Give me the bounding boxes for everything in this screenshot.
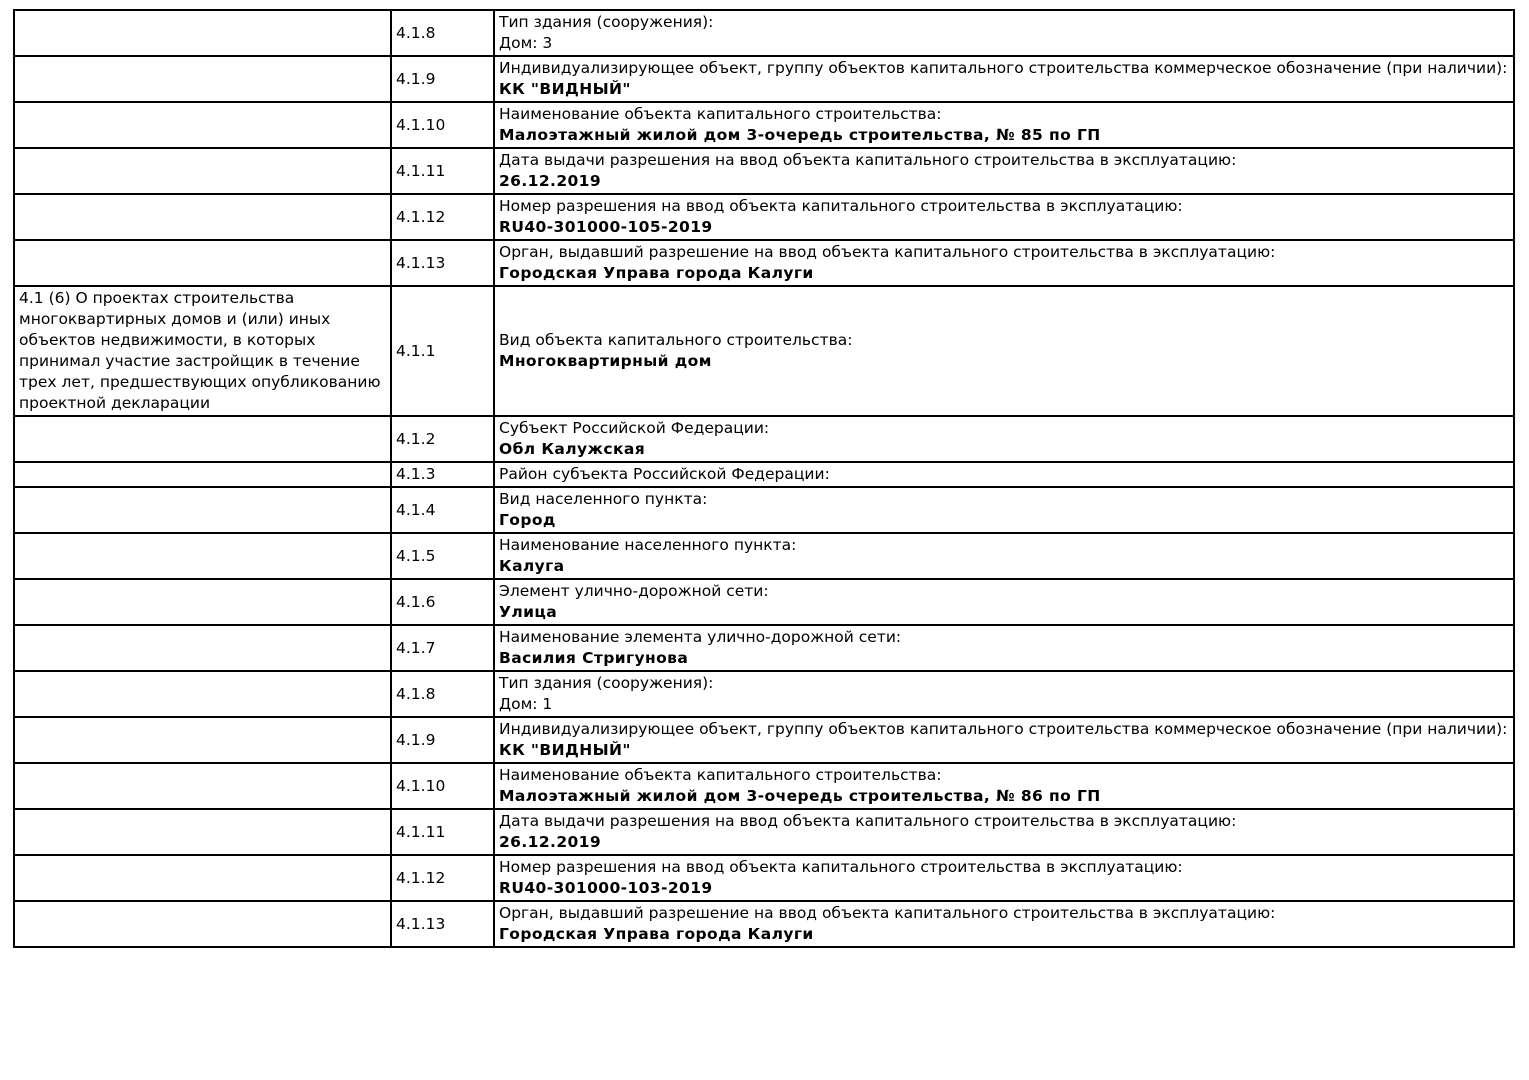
table-row	[14, 487, 1514, 533]
row-content-cell	[494, 763, 1514, 809]
section-description-cell	[14, 487, 391, 533]
row-content-cell	[494, 901, 1514, 947]
row-number-cell: 4.1.11	[391, 809, 494, 855]
row-number-cell: 4.1.1	[391, 286, 494, 416]
field-value: КК "ВИДНЫЙ"	[499, 741, 631, 759]
table-row	[14, 286, 1514, 416]
section-description-cell	[14, 533, 391, 579]
field-label: Индивидуализирующее объект, группу объектов капитального строительства коммерческое обозначение (при наличии):	[499, 59, 1508, 77]
field-value: Дом: 1	[499, 695, 553, 713]
field-label: Тип здания (сооружения):	[499, 13, 714, 31]
row-number-cell: 4.1.8	[391, 10, 494, 56]
field-value: 26.12.2019	[499, 172, 602, 190]
row-number-cell: 4.1.2	[391, 416, 494, 462]
section-description-cell	[14, 102, 391, 148]
field-label: Вид объекта капитального строительства:	[499, 331, 853, 349]
row-number-cell: 4.1.4	[391, 487, 494, 533]
row-content-cell	[494, 286, 1514, 416]
row-content-cell	[494, 10, 1514, 56]
row-number-cell: 4.1.10	[391, 102, 494, 148]
field-value: Малоэтажный жилой дом 3-очередь строительства, № 86 по ГП	[499, 787, 1101, 805]
field-value: Многоквартирный дом	[499, 352, 712, 370]
table-row	[14, 763, 1514, 809]
row-content-cell	[494, 462, 1514, 487]
section-description-cell	[14, 579, 391, 625]
section-description-cell	[14, 240, 391, 286]
row-content-cell	[494, 194, 1514, 240]
row-content-cell	[494, 671, 1514, 717]
field-label: Элемент улично-дорожной сети:	[499, 582, 769, 600]
field-value: Городская Управа города Калуги	[499, 925, 814, 943]
table-row	[14, 901, 1514, 947]
field-label: Номер разрешения на ввод объекта капитального строительства в эксплуатацию:	[499, 197, 1183, 215]
section-description-cell	[14, 855, 391, 901]
field-label: Орган, выдавший разрешение на ввод объекта капитального строительства в эксплуатацию:	[499, 904, 1276, 922]
section-description-cell	[14, 56, 391, 102]
field-label: Наименование населенного пункта:	[499, 536, 797, 554]
row-number-cell: 4.1.11	[391, 148, 494, 194]
row-number-cell: 4.1.8	[391, 671, 494, 717]
table-row	[14, 579, 1514, 625]
field-label: Наименование объекта капитального строительства:	[499, 766, 942, 784]
field-label: Тип здания (сооружения):	[499, 674, 714, 692]
row-number-cell: 4.1.12	[391, 855, 494, 901]
field-value: 26.12.2019	[499, 833, 602, 851]
row-number-cell: 4.1.9	[391, 56, 494, 102]
table-row	[14, 416, 1514, 462]
field-label: Наименование объекта капитального строительства:	[499, 105, 942, 123]
table-body	[14, 10, 1514, 947]
field-label: Дата выдачи разрешения на ввод объекта капитального строительства в эксплуатацию:	[499, 812, 1237, 830]
field-value: Малоэтажный жилой дом 3-очередь строительства, № 85 по ГП	[499, 126, 1101, 144]
row-number-cell: 4.1.6	[391, 579, 494, 625]
row-content-cell	[494, 533, 1514, 579]
row-number-cell: 4.1.12	[391, 194, 494, 240]
row-number-cell: 4.1.5	[391, 533, 494, 579]
field-value: Калуга	[499, 557, 565, 575]
field-value: RU40-301000-105-2019	[499, 218, 713, 236]
table-row	[14, 855, 1514, 901]
field-value: Дом: 3	[499, 34, 553, 52]
row-number-cell: 4.1.3	[391, 462, 494, 487]
table-row	[14, 240, 1514, 286]
section-description-cell	[14, 194, 391, 240]
field-value: RU40-301000-103-2019	[499, 879, 713, 897]
row-number-cell: 4.1.7	[391, 625, 494, 671]
table-row	[14, 102, 1514, 148]
field-label: Вид населенного пункта:	[499, 490, 708, 508]
row-content-cell	[494, 416, 1514, 462]
row-number-cell: 4.1.9	[391, 717, 494, 763]
row-content-cell	[494, 625, 1514, 671]
field-label: Орган, выдавший разрешение на ввод объекта капитального строительства в эксплуатацию:	[499, 243, 1276, 261]
table-row	[14, 194, 1514, 240]
section-description-cell	[14, 717, 391, 763]
field-value: Обл Калужская	[499, 440, 646, 458]
table-row	[14, 56, 1514, 102]
row-number-cell: 4.1.13	[391, 901, 494, 947]
field-value: Улица	[499, 603, 558, 621]
row-content-cell	[494, 855, 1514, 901]
field-value: Городская Управа города Калуги	[499, 264, 814, 282]
section-description-cell	[14, 10, 391, 56]
row-content-cell	[494, 487, 1514, 533]
row-number-cell: 4.1.10	[391, 763, 494, 809]
row-content-cell	[494, 240, 1514, 286]
table-row	[14, 462, 1514, 487]
field-label: Район субъекта Российской Федерации:	[499, 465, 830, 483]
table-row	[14, 717, 1514, 763]
section-description-cell	[14, 148, 391, 194]
section-description-cell	[14, 416, 391, 462]
field-label: Субъект Российской Федерации:	[499, 419, 770, 437]
row-content-cell	[494, 148, 1514, 194]
table-row	[14, 148, 1514, 194]
row-content-cell	[494, 809, 1514, 855]
field-label: Индивидуализирующее объект, группу объектов капитального строительства коммерческое обозначение (при наличии):	[499, 720, 1508, 738]
row-content-cell	[494, 579, 1514, 625]
table-row	[14, 671, 1514, 717]
section-description-cell	[14, 462, 391, 487]
section-description-cell: 4.1 (6) О проектах строительства многоквартирных домов и (или) иных объектов недвижимости, в которых принимал участие застройщик в течение трех лет, предшествующих опубликованию проектной декларации	[14, 286, 391, 416]
section-description-cell	[14, 763, 391, 809]
table-row	[14, 625, 1514, 671]
field-label: Дата выдачи разрешения на ввод объекта капитального строительства в эксплуатацию:	[499, 151, 1237, 169]
row-content-cell	[494, 102, 1514, 148]
table-row	[14, 809, 1514, 855]
table-row	[14, 10, 1514, 56]
field-value: Город	[499, 511, 556, 529]
project-declaration-table	[13, 9, 1515, 948]
section-description-cell	[14, 625, 391, 671]
row-number-cell: 4.1.13	[391, 240, 494, 286]
field-label: Номер разрешения на ввод объекта капитального строительства в эксплуатацию:	[499, 858, 1183, 876]
row-content-cell	[494, 717, 1514, 763]
field-value: Василия Стригунова	[499, 649, 689, 667]
section-description-cell	[14, 809, 391, 855]
table-row	[14, 533, 1514, 579]
field-label: Наименование элемента улично-дорожной сети:	[499, 628, 902, 646]
row-content-cell	[494, 56, 1514, 102]
section-description-cell	[14, 671, 391, 717]
field-value: КК "ВИДНЫЙ"	[499, 80, 631, 98]
section-description-cell	[14, 901, 391, 947]
